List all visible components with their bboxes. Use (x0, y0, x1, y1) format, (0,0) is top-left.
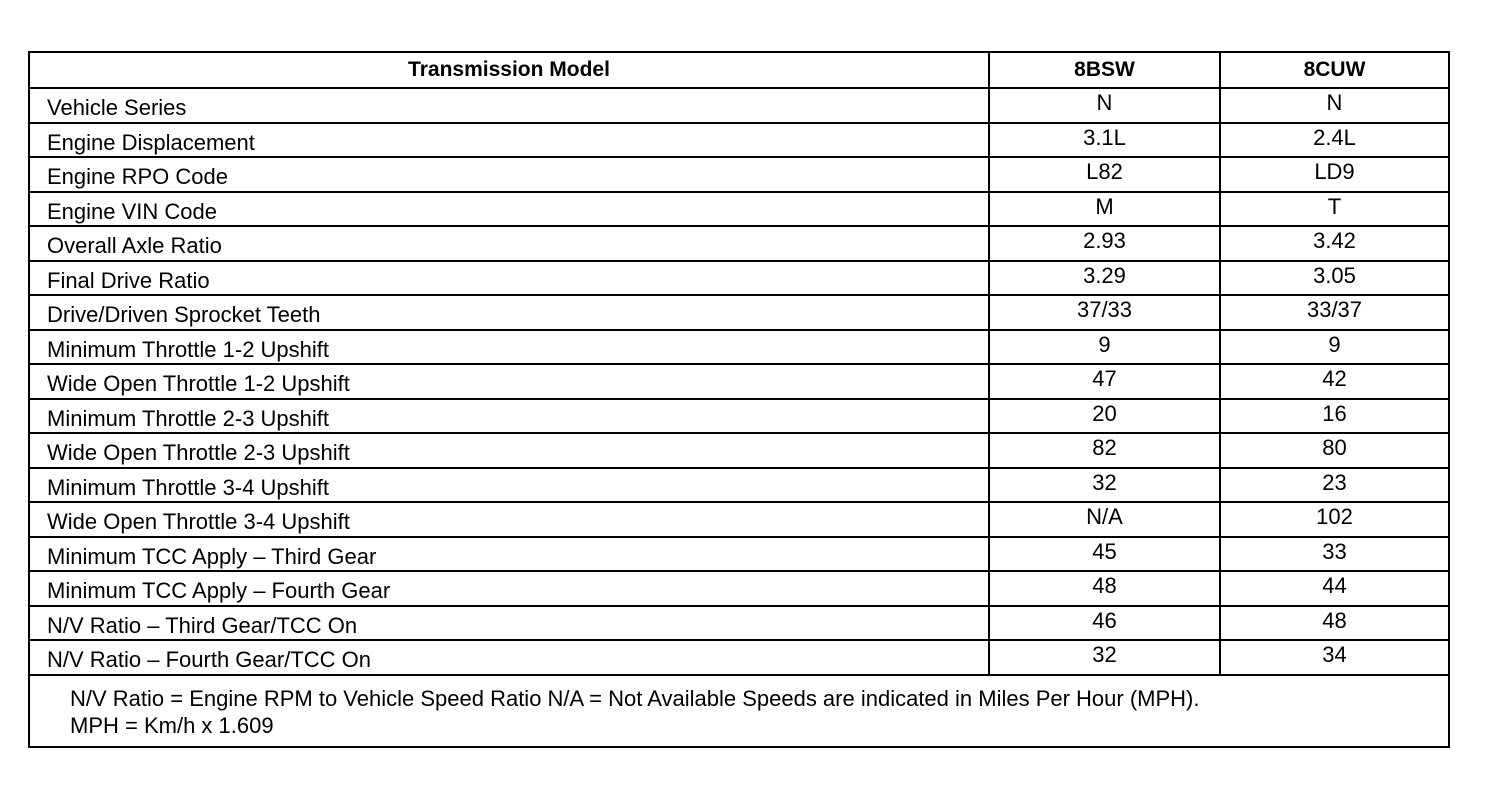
table-row (29, 606, 1449, 641)
row-label: Overall Axle Ratio (29, 226, 989, 261)
row-value-8cuw: 48 (1220, 606, 1449, 641)
row-value-8cuw: 33 (1220, 537, 1449, 572)
row-value-8cuw: 9 (1220, 330, 1449, 365)
table-row (29, 226, 1449, 261)
row-value-8bsw: 32 (989, 468, 1220, 503)
row-label: Engine RPO Code (29, 157, 989, 192)
row-value-8bsw: 20 (989, 399, 1220, 434)
row-label: Wide Open Throttle 1-2 Upshift (29, 364, 989, 399)
row-value-8cuw: 33/37 (1220, 295, 1449, 330)
row-label: Drive/Driven Sprocket Teeth (29, 295, 989, 330)
header-transmission-model: Transmission Model (29, 52, 989, 88)
row-value-8cuw: T (1220, 192, 1449, 227)
row-label: N/V Ratio – Fourth Gear/TCC On (29, 640, 989, 675)
table-row (29, 295, 1449, 330)
row-value-8cuw: 80 (1220, 433, 1449, 468)
table-row (29, 468, 1449, 503)
row-value-8bsw: 9 (989, 330, 1220, 365)
row-value-8cuw: 44 (1220, 571, 1449, 606)
table-row (29, 640, 1449, 675)
row-value-8bsw: N (989, 88, 1220, 123)
row-value-8bsw: 48 (989, 571, 1220, 606)
row-value-8cuw: 102 (1220, 502, 1449, 537)
table-row (29, 123, 1449, 158)
table-body (29, 88, 1449, 747)
row-label: Vehicle Series (29, 88, 989, 123)
table-row (29, 571, 1449, 606)
table-row (29, 433, 1449, 468)
row-value-8bsw: 32 (989, 640, 1220, 675)
table-row (29, 399, 1449, 434)
row-value-8bsw: 37/33 (989, 295, 1220, 330)
footnote-line-1: N/V Ratio = Engine RPM to Vehicle Speed Ratio N/A = Not Available Speeds are indicated in Miles Per Hour (MPH). (70, 685, 1200, 711)
table-row (29, 330, 1449, 365)
row-value-8bsw: 2.93 (989, 226, 1220, 261)
row-label: Minimum Throttle 3-4 Upshift (29, 468, 989, 503)
row-label: Minimum Throttle 2-3 Upshift (29, 399, 989, 434)
row-value-8cuw: 2.4L (1220, 123, 1449, 158)
row-value-8bsw: 46 (989, 606, 1220, 641)
row-value-8bsw: N/A (989, 502, 1220, 537)
row-label: Wide Open Throttle 3-4 Upshift (29, 502, 989, 537)
footnote-row (29, 675, 1449, 747)
footnote-line-2: MPH = Km/h x 1.609 (70, 712, 274, 738)
row-value-8bsw: L82 (989, 157, 1220, 192)
row-value-8bsw: 3.29 (989, 261, 1220, 296)
table-row (29, 192, 1449, 227)
row-value-8cuw: 16 (1220, 399, 1449, 434)
row-label: N/V Ratio – Third Gear/TCC On (29, 606, 989, 641)
transmission-spec-table (28, 51, 1450, 748)
row-value-8bsw: M (989, 192, 1220, 227)
row-value-8bsw: 45 (989, 537, 1220, 572)
row-label: Minimum Throttle 1-2 Upshift (29, 330, 989, 365)
table-row (29, 502, 1449, 537)
header-8cuw: 8CUW (1220, 52, 1449, 88)
row-value-8cuw: 34 (1220, 640, 1449, 675)
header-8bsw: 8BSW (989, 52, 1220, 88)
table-row (29, 364, 1449, 399)
row-value-8cuw: 23 (1220, 468, 1449, 503)
header-row (29, 52, 1449, 88)
row-value-8bsw: 82 (989, 433, 1220, 468)
row-label: Minimum TCC Apply – Third Gear (29, 537, 989, 572)
table-row (29, 537, 1449, 572)
row-label: Engine Displacement (29, 123, 989, 158)
table-row (29, 88, 1449, 123)
row-label: Wide Open Throttle 2-3 Upshift (29, 433, 989, 468)
row-value-8bsw: 3.1L (989, 123, 1220, 158)
table-row (29, 157, 1449, 192)
row-label: Final Drive Ratio (29, 261, 989, 296)
row-value-8cuw: 3.05 (1220, 261, 1449, 296)
table-footnote (29, 675, 1449, 747)
row-value-8cuw: 3.42 (1220, 226, 1449, 261)
row-value-8bsw: 47 (989, 364, 1220, 399)
table-row (29, 261, 1449, 296)
row-value-8cuw: LD9 (1220, 157, 1449, 192)
row-label: Minimum TCC Apply – Fourth Gear (29, 571, 989, 606)
row-value-8cuw: 42 (1220, 364, 1449, 399)
row-label: Engine VIN Code (29, 192, 989, 227)
row-value-8cuw: N (1220, 88, 1449, 123)
